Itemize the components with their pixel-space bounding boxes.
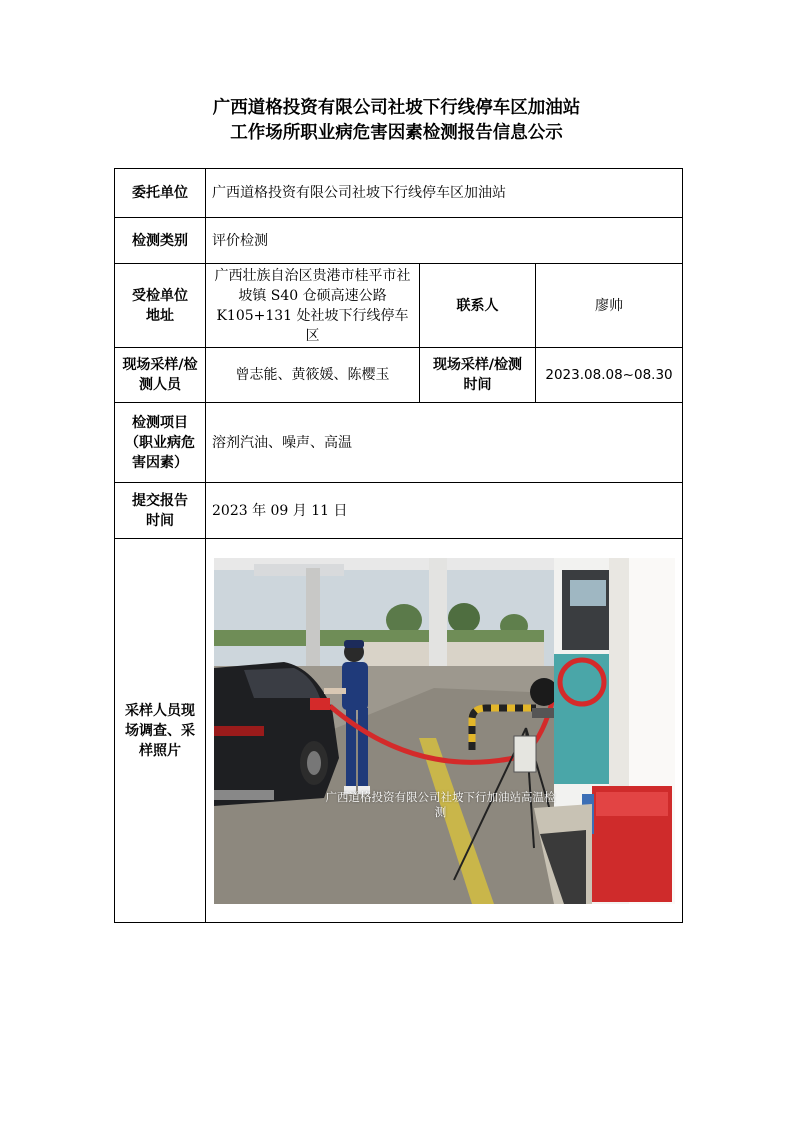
label-photo: 采样人员现场调查、采样照片: [115, 539, 206, 923]
label-address: 受检单位地址: [115, 264, 206, 348]
value-test-type: 评价检测: [206, 218, 683, 264]
label-contact: 联系人: [420, 264, 536, 348]
row-items: [115, 403, 683, 483]
label-test-type: 检测类别: [115, 218, 206, 264]
label-time: 现场采样/检测时间: [420, 348, 536, 403]
site-photo: [214, 558, 675, 904]
row-photo: [115, 539, 683, 923]
value-client: 广西道格投资有限公司社坡下行线停车区加油站: [206, 169, 683, 218]
value-items: 溶剂汽油、噪声、高温: [206, 403, 683, 483]
label-client: 委托单位: [115, 169, 206, 218]
label-items: 检测项目（职业病危害因素）: [115, 403, 206, 483]
row-staff: [115, 348, 683, 403]
value-address: 广西壮族自治区贵港市桂平市社坡镇 S40 仓硕高速公路 K105+131 处社坡下行线停车区: [206, 264, 420, 348]
row-report-date: [115, 483, 683, 539]
title-line-2: 工作场所职业病危害因素检测报告信息公示: [230, 123, 563, 143]
row-address: [115, 264, 683, 348]
value-report-date: 2023 年 09 月 11 日: [206, 483, 683, 539]
value-contact: 廖帅: [536, 264, 683, 348]
row-client: [115, 169, 683, 218]
title-line-1: 广西道格投资有限公司社坡下行线停车区加油站: [212, 98, 581, 118]
label-report-date: 提交报告时间: [115, 483, 206, 539]
row-test-type: [115, 218, 683, 264]
value-staff: 曾志能、黄筱媛、陈樱玉: [206, 348, 420, 403]
info-table: [114, 168, 683, 923]
document-title: [0, 96, 793, 146]
gas-station-photo-icon: [214, 558, 675, 904]
label-staff: 现场采样/检测人员: [115, 348, 206, 403]
value-time: 2023.08.08~08.30: [536, 348, 683, 403]
photo-cell: [206, 539, 683, 923]
photo-caption: 广西道格投资有限公司社坡下行加油站高温检测: [325, 789, 556, 819]
